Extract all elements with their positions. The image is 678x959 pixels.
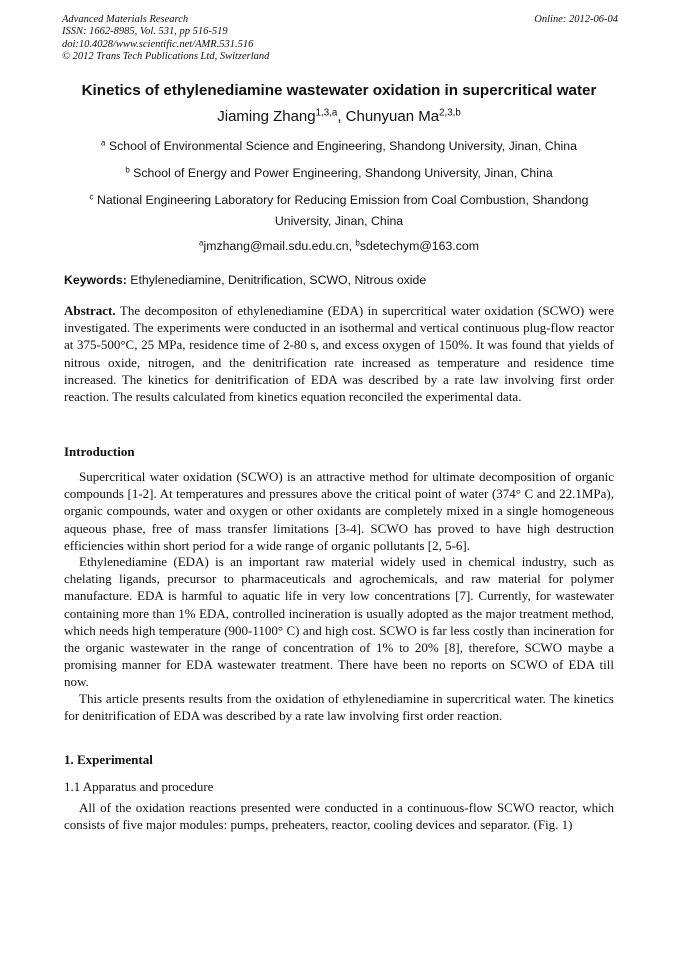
author-name: Jiaming Zhang (217, 108, 316, 125)
paper-title: Kinetics of ethylenediamine wastewater oxidation in supercritical water (81, 82, 597, 99)
paragraph: Ethylenediamine (EDA) is an important raw material widely used in chemical industry, such as chelating ligands, precursor to pharmaceuticals and agrochemicals, and raw material for polymer manufacture. EDA is harmful to aquatic life in very low concentrations [7]. Currently, for wastewater containing more than 1% EDA, controlled incineration is usually adopted as the major treatment method, which needs high temperature (900-1100° C) and high cost. SCWO is far less costly than incineration for the organic wastewater in the range of concentration of 1% to 20% [8], therefore, SCWO maybe a promising manner for EDA wastewater treatment. There have been no reports on SCWO of EDA till now. (64, 554, 614, 690)
author-affiliation-mark: 2,3,b (439, 107, 461, 119)
paragraph: Supercritical water oxidation (SCWO) is an attractive method for ultimate decomposition of organic compounds [1-2]. At temperatures and pressures above the critical point of water (374° C and 22.1MPa), organic compounds, water and oxygen or other oxidants are completely mixed in a single homogeneous aqueous phase, free of mass transfer limitations [3-4]. SCWO has proved to have high destruction efficiencies within short period for a wide range of organic pollutants [2, 5-6]. (64, 469, 614, 553)
author-affiliation-mark: 1,3,a (315, 107, 338, 119)
affiliation (70, 136, 608, 157)
abstract-text: The decompositon of ethylenediamine (EDA) in supercritical water oxidation (SCWO) were investigated. The experiments were conducted in an isothermal and vertical continuous plug-flow reactor at 375-500°C, 25 MPa, residence time of 2-80 s, and excess oxygen of 150%. It was found that yields of nitrous oxide, nitrogen, and the denitrification rate increased as temperature and residence time increased. The kinetics for denitrification of EDA was described by a rate law involving first order reaction. The results calculated from kinetics equation reconciled the experimental data. (64, 303, 614, 405)
email-line (40, 239, 638, 253)
author-line (40, 108, 638, 125)
abstract-label: Abstract. (64, 303, 116, 318)
email-mark: a (199, 238, 204, 248)
section-heading: 1. Experimental (64, 752, 153, 767)
affiliation (70, 163, 608, 184)
affiliation-mark: a (101, 138, 106, 148)
affiliation-mark: b (125, 165, 130, 175)
online-date: Online: 2012-06-04 (534, 14, 618, 25)
affiliation-mark: c (89, 192, 94, 202)
journal-name: Advanced Materials Research (62, 14, 189, 25)
affiliation-text: National Engineering Laboratory for Reducing Emission from Coal Combustion, Shandong University, Jinan, China (93, 193, 589, 228)
email-separator: , (348, 239, 356, 253)
email-address[interactable]: jmzhang@mail.sdu.edu.cn (203, 239, 349, 253)
subsection-heading: 1.1 Apparatus and procedure (64, 779, 214, 794)
abstract (64, 302, 614, 405)
issn-line: ISSN: 1662-8985, Vol. 531, pp 516-519 (62, 26, 228, 38)
paragraph: All of the oxidation reactions presented were conducted in a continuous-flow SCWO reactor, which consists of five major modules: pumps, preheaters, reactor, cooling devices and separator. (Fig. 1) (64, 800, 614, 833)
affiliation-text: School of Energy and Power Engineering, Shandong University, Jinan, China (129, 166, 553, 180)
author-separator: , (337, 108, 346, 125)
email-mark: b (355, 238, 360, 248)
copyright-line: © 2012 Trans Tech Publications Ltd, Switzerland (62, 50, 270, 62)
keywords (64, 273, 618, 287)
keywords-label: Keywords: (64, 273, 127, 287)
affiliation-text: School of Environmental Science and Engineering, Shandong University, Jinan, China (105, 139, 577, 153)
doi-line: doi:10.4028/www.scientific.net/AMR.531.516 (62, 38, 254, 50)
author-name: Chunyuan Ma (345, 108, 440, 125)
journal-header (62, 14, 618, 63)
email-address[interactable]: sdetechym@163.com (359, 239, 479, 253)
affiliation (70, 190, 608, 232)
paragraph: This article presents results from the oxidation of ethylenediamine in supercritical water. The kinetics for denitrification of EDA was described by a rate law involving first order reaction. (64, 691, 614, 724)
section-heading: Introduction (64, 444, 135, 459)
keywords-text: Ethylenediamine, Denitrification, SCWO, Nitrous oxide (126, 273, 427, 287)
